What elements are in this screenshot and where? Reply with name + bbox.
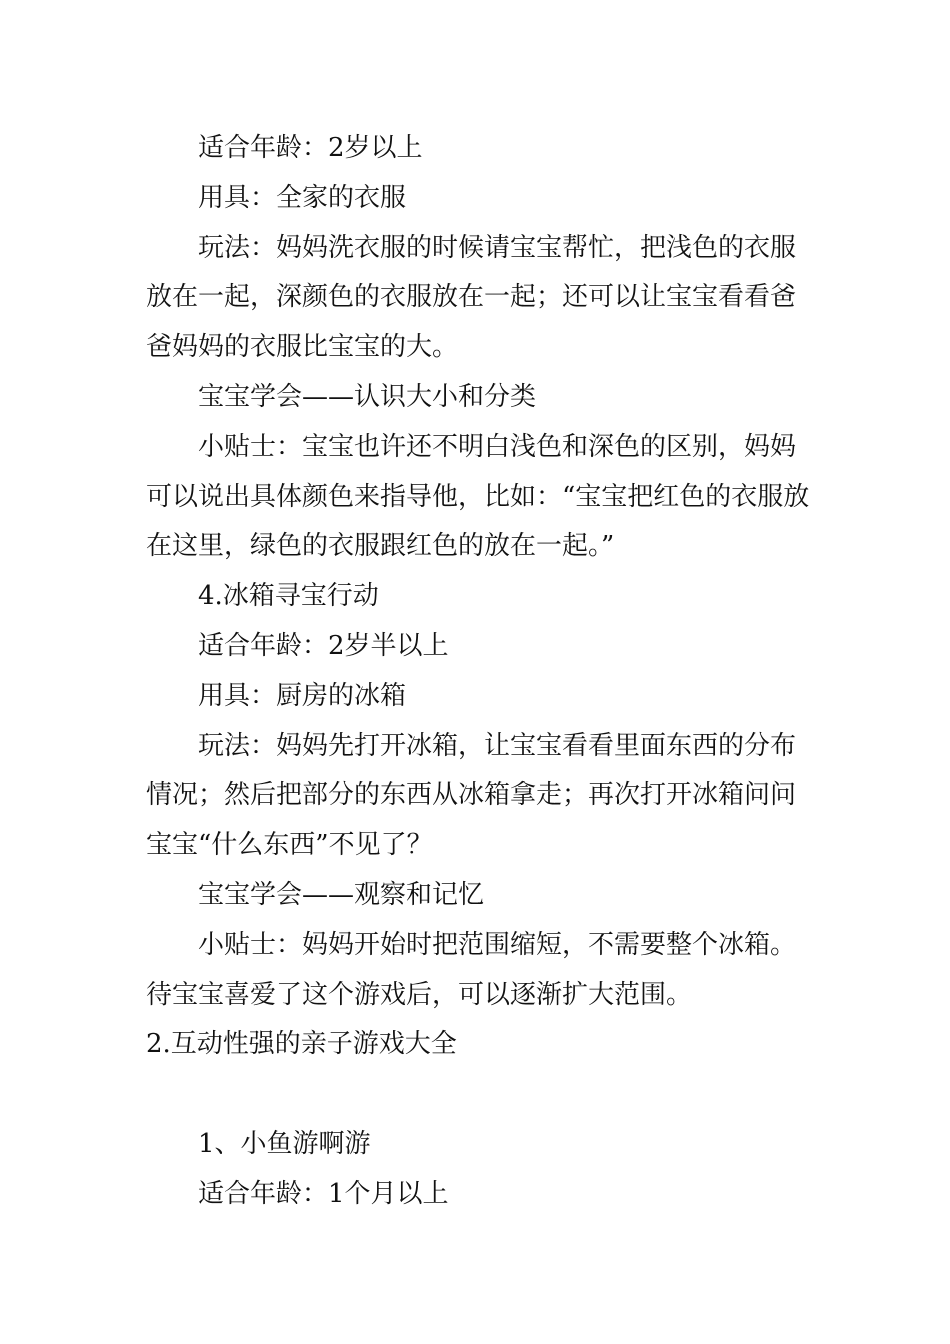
section-heading-interactive-games: 2.互动性强的亲子游戏大全 [146,1029,457,1060]
heading-fridge-treasure: 4.冰箱寻宝行动 [198,581,379,612]
heading-little-fish: 1、小鱼游啊游 [198,1128,371,1159]
paragraph-tip-2: 小贴士：妈妈开始时把范围缩短，不需要整个冰箱。待宝宝喜爱了这个游戏后，可以逐渐扩大范围。 [146,929,797,1010]
paragraph-method-1: 玩法：妈妈洗衣服的时候请宝宝帮忙，把浅色的衣服放在一起，深颜色的衣服放在一起；还可以让宝宝看看爸爸妈妈的衣服比宝宝的大。 [146,232,797,363]
paragraph-tools-2: 用具：厨房的冰箱 [198,680,407,711]
paragraph-learn-2: 宝宝学会——观察和记忆 [198,879,485,910]
paragraph-age-2: 适合年龄：2岁半以上 [198,630,449,661]
paragraph-learn-1: 宝宝学会——认识大小和分类 [198,381,537,412]
paragraph-tools-1: 用具：全家的衣服 [198,182,407,213]
paragraph-age-3: 适合年龄：1个月以上 [198,1178,449,1209]
blank-line [146,1070,818,1120]
paragraph-age-1: 适合年龄：2岁以上 [198,133,423,163]
document-body [146,124,818,1220]
paragraph-tip-1: 小贴士：宝宝也许还不明白浅色和深色的区别，妈妈可以说出具体颜色来指导他，比如：“宝宝把红色的衣服放在这里，绿色的衣服跟红色的放在一起。” [146,431,810,562]
paragraph-method-2: 玩法：妈妈先打开冰箱，让宝宝看看里面东西的分布情况；然后把部分的东西从冰箱拿走；再次打开冰箱问问宝宝“什么东西”不见了？ [146,730,797,861]
